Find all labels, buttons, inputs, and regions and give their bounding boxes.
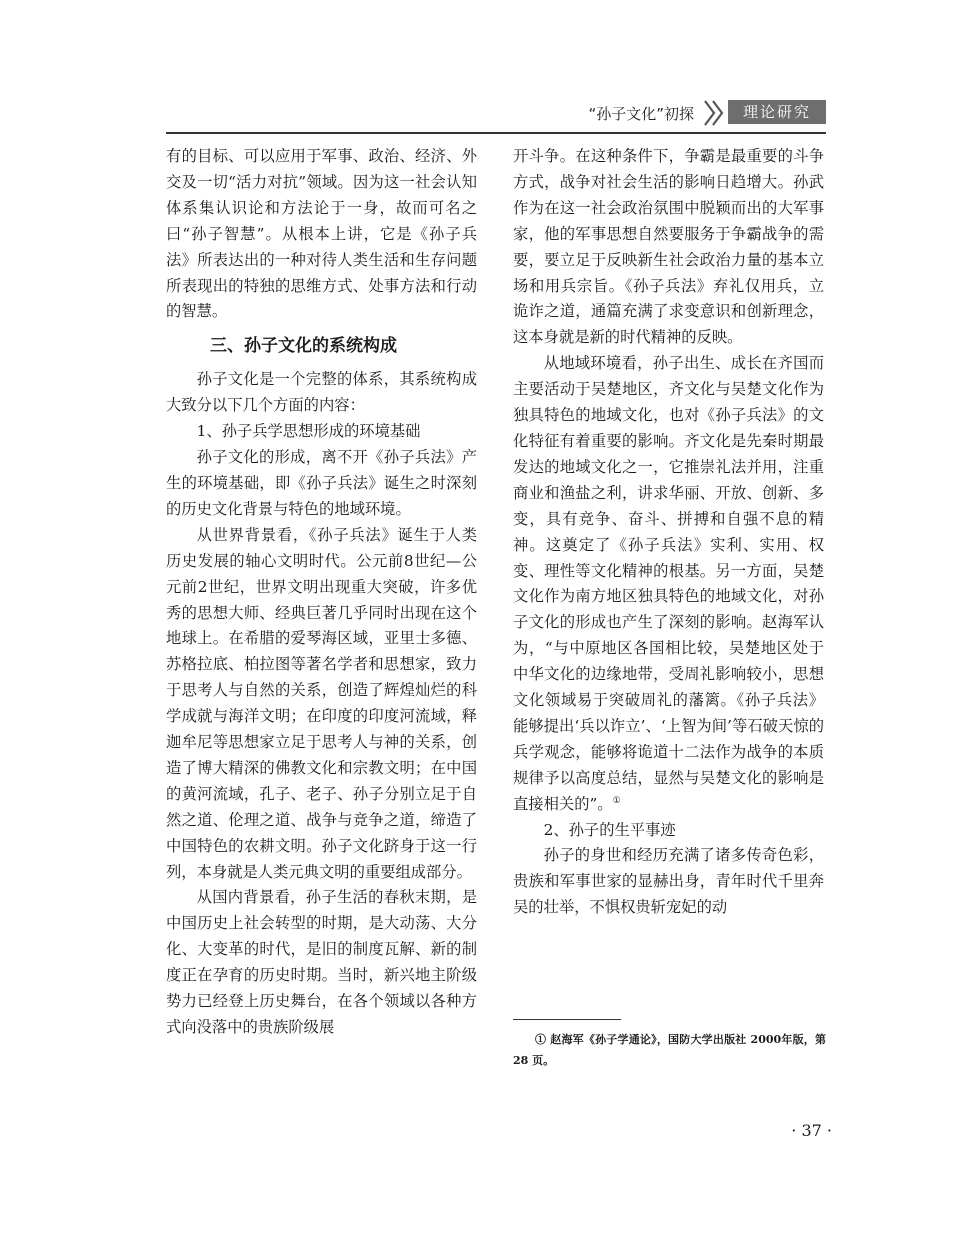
paragraph: 有的目标、可以应用于军事、政治、经济、外交及一切“活力对抗”领域。因为这一社会认知体系集认识论和方法论于一身，故而可名之曰“孙子智慧”。从根本上讲，它是《孙子兵法》所表达出的一种对待人类生活和生存问题所表现出的特独的思维方式、处事方法和行动的智慧。 bbox=[166, 147, 477, 321]
section-heading: 三、孙子文化的系统构成 bbox=[210, 336, 397, 357]
double-chevron-icon bbox=[702, 99, 728, 127]
subheading: 1、孙子兵学思想形成的环境基础 bbox=[196, 422, 421, 441]
paragraph: 开斗争。在这种条件下，争霸是最重要的斗争方式，战争对社会生活的影响日趋增大。孙武作为在这一社会政治氛围中脱颖而出的大军事家，他的军事思想自然要服务于争霸战争的需要，要立足于反映新生社会政治力量的基本立场和用兵宗旨。《孙子兵法》弃礼仅用兵，立诡诈之道，通篇充满了求变意识和创新理念，这本身就是新的时代精神的反映。 bbox=[513, 147, 824, 347]
paragraph: 从世界背景看，《孙子兵法》诞生于人类历史发展的轴心文明时代。公元前8世纪—公元前2世纪，世界文明出现重大突破，许多优秀的思想大师、经典巨著几乎同时出现在这个地球上。在希腊的爱琴海区域，亚里士多德、苏格拉底、柏拉图等著名学者和思想家，致力于思考人与自然的关系，创造了辉煌灿烂的科学成就与海洋文明；在印度的印度河流域，释迦牟尼等思想家立足于思考人与神的关系，创造了博大精深的佛教文化和宗教文明；在中国的黄河流域，孔子、老子、孙子分别立足于自然之道、伦理之道、战争与竞争之道，缔造了中国特色的农耕文明。孙子文化跻身于这一行列，本身就是人类元典文明的重要组成部分。 bbox=[166, 525, 477, 881]
subheading: 2、孙子的生平事迹 bbox=[543, 820, 676, 839]
paragraph: 孙子的身世和经历充满了诸多传奇色彩，贵族和军事世家的显赫出身，青年时代千里奔吴的壮举，不惧权贵斩宠妃的动 bbox=[513, 846, 824, 917]
right-column bbox=[513, 144, 824, 921]
header-rule bbox=[166, 132, 826, 134]
paragraph bbox=[513, 351, 824, 817]
footnote-rule bbox=[513, 1019, 621, 1020]
footnote-marker: ① bbox=[612, 795, 621, 806]
footnote: ① 赵海军《孙子学通论》，国防大学出版社 2000年版，第 28 页。 bbox=[513, 1033, 826, 1067]
page-number: · 37 · bbox=[791, 1121, 832, 1140]
left-column bbox=[166, 144, 477, 1041]
paragraph: 从国内背景看，孙子生活的春秋末期，是中国历史上社会转型的时期，是大动荡、大分化、大变革的时代，是旧的制度瓦解、新的制度正在孕育的历史时期。当时，新兴地主阶级势力已经登上历史舞台，在各个领域以各种方式向没落中的贵族阶级展 bbox=[166, 888, 477, 1036]
paragraph-text: 从地域环境看，孙子出生、成长在齐国而主要活动于吴楚地区，齐文化与吴楚文化作为独具特色的地域文化，也对《孙子兵法》的文化特征有着重要的影响。齐文化是先秦时期最发达的地域文化之一，它推崇礼法并用，注重商业和渔盐之利，讲求华丽、开放、创新、多变，具有竞争、奋斗、拼搏和自强不息的精神。这奠定了《孙子兵法》实利、实用、权变、理性等文化精神的根基。另一方面，吴楚文化作为南方地区独具特色的地域文化，对孙子文化的形成也产生了深刻的影响。赵海军认为，“与中原地区各国相比较，吴楚地区处于中华文化的边缘地带，受周礼影响较小，思想文化领域易于突破周礼的藩篱。《孙子兵法》能够提出‘兵以诈立’、‘上智为间’等石破天惊的兵学观念，能够将诡道十二法作为战争的本质规律予以高度总结，显然与吴楚文化的影响是直接相关的”。 bbox=[513, 354, 824, 813]
section-tag: 理论研究 bbox=[728, 100, 826, 124]
paragraph: 孙子文化是一个完整的体系，其系统构成大致分以下几个方面的内容： bbox=[166, 370, 477, 415]
paragraph: 孙子文化的形成，离不开《孙子兵法》产生的环境基础，即《孙子兵法》诞生之时深刻的历史文化背景与特色的地域环境。 bbox=[166, 448, 477, 518]
running-title: “孙子文化”初探 bbox=[588, 105, 694, 123]
running-header bbox=[440, 96, 826, 130]
